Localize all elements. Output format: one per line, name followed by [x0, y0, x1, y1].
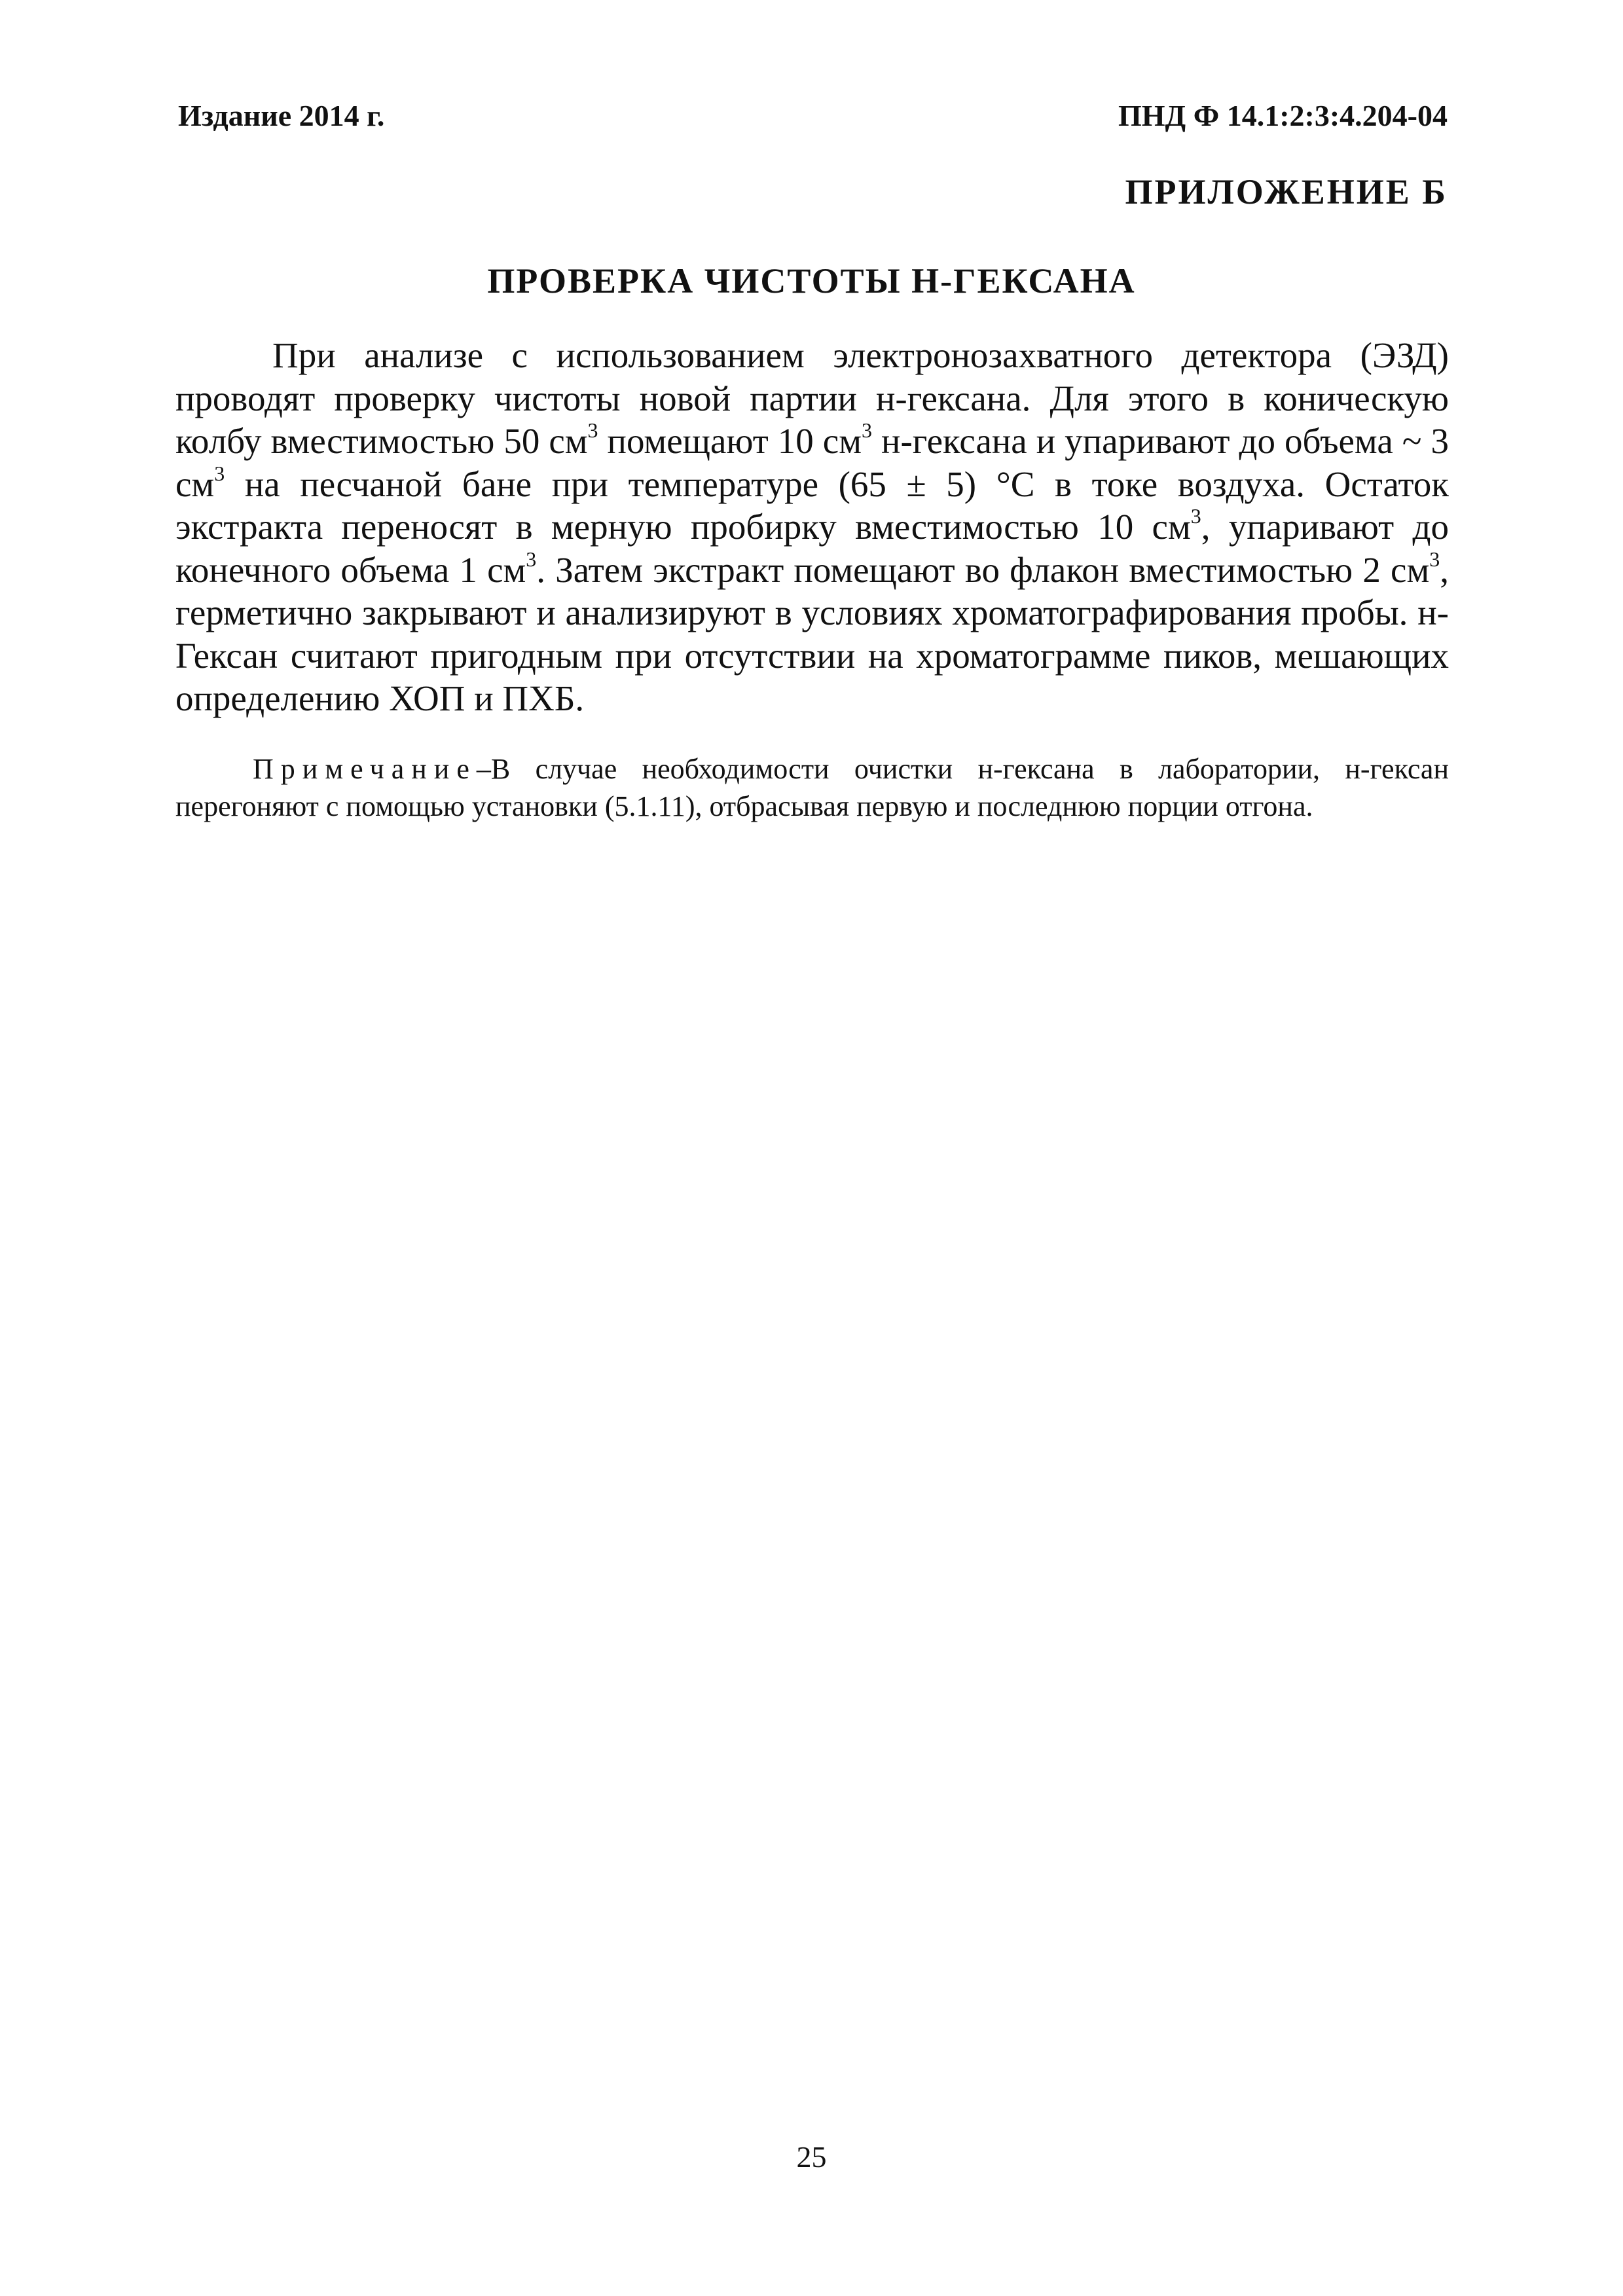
section-title: ПРОВЕРКА ЧИСТОТЫ Н-ГЕКСАНА: [487, 261, 1136, 301]
body-text-part-2: помещают 10 см: [598, 421, 862, 461]
note-paragraph: [175, 750, 1449, 825]
exponent-2: 3: [862, 418, 873, 442]
exponent-5: 3: [526, 547, 537, 571]
exponent-6: 3: [1429, 547, 1440, 571]
body-text-part-4: на песчаной бане при температуре (65 ± 5) °С в токе воздуха. Остаток экстракта переносят в мерную пробирку вместимостью 10 см: [175, 464, 1449, 547]
exponent-4: 3: [1190, 504, 1201, 528]
body-text-part-7: , герметично закрывают и анализируют в условиях хроматографирования пробы. н-Гексан считают пригодным при отсутствии на хроматограмме пиков, мешающих определению ХОП и ПХБ.: [175, 549, 1449, 718]
note-label: Примечание: [253, 753, 477, 785]
body-text-part-1: При анализе с использованием электронозахватного детектора (ЭЗД) проводят проверку чистоты новой партии н-гексана. Для этого в коническую колбу вместимостью 50 см: [175, 335, 1449, 461]
page-number: 25: [796, 2140, 827, 2174]
document-code: ПНД Ф 14.1:2:3:4.204-04: [1118, 99, 1448, 132]
appendix-heading: ПРИЛОЖЕНИЕ Б: [1125, 172, 1448, 211]
exponent-1: 3: [587, 418, 598, 442]
body-text-part-3: н-гексана и упаривают до объема ~ 3 см: [175, 421, 1450, 504]
body-text-part-5: , упаривают до конечного объема 1 см: [175, 507, 1449, 590]
exponent-3: 3: [214, 461, 225, 485]
edition-label: Издание 2014 г.: [178, 99, 385, 132]
body-text-part-6: . Затем экстракт помещают во флакон вместимостью 2 см: [536, 549, 1430, 590]
note-dash: –: [476, 753, 491, 785]
body-paragraph: [175, 334, 1449, 720]
note-text: В случае необходимости очистки н-гексана в лаборатории, н-гексан перегоняют с помощью установки (5.1.11), отбрасывая первую и последнюю порции отгона.: [175, 753, 1449, 822]
